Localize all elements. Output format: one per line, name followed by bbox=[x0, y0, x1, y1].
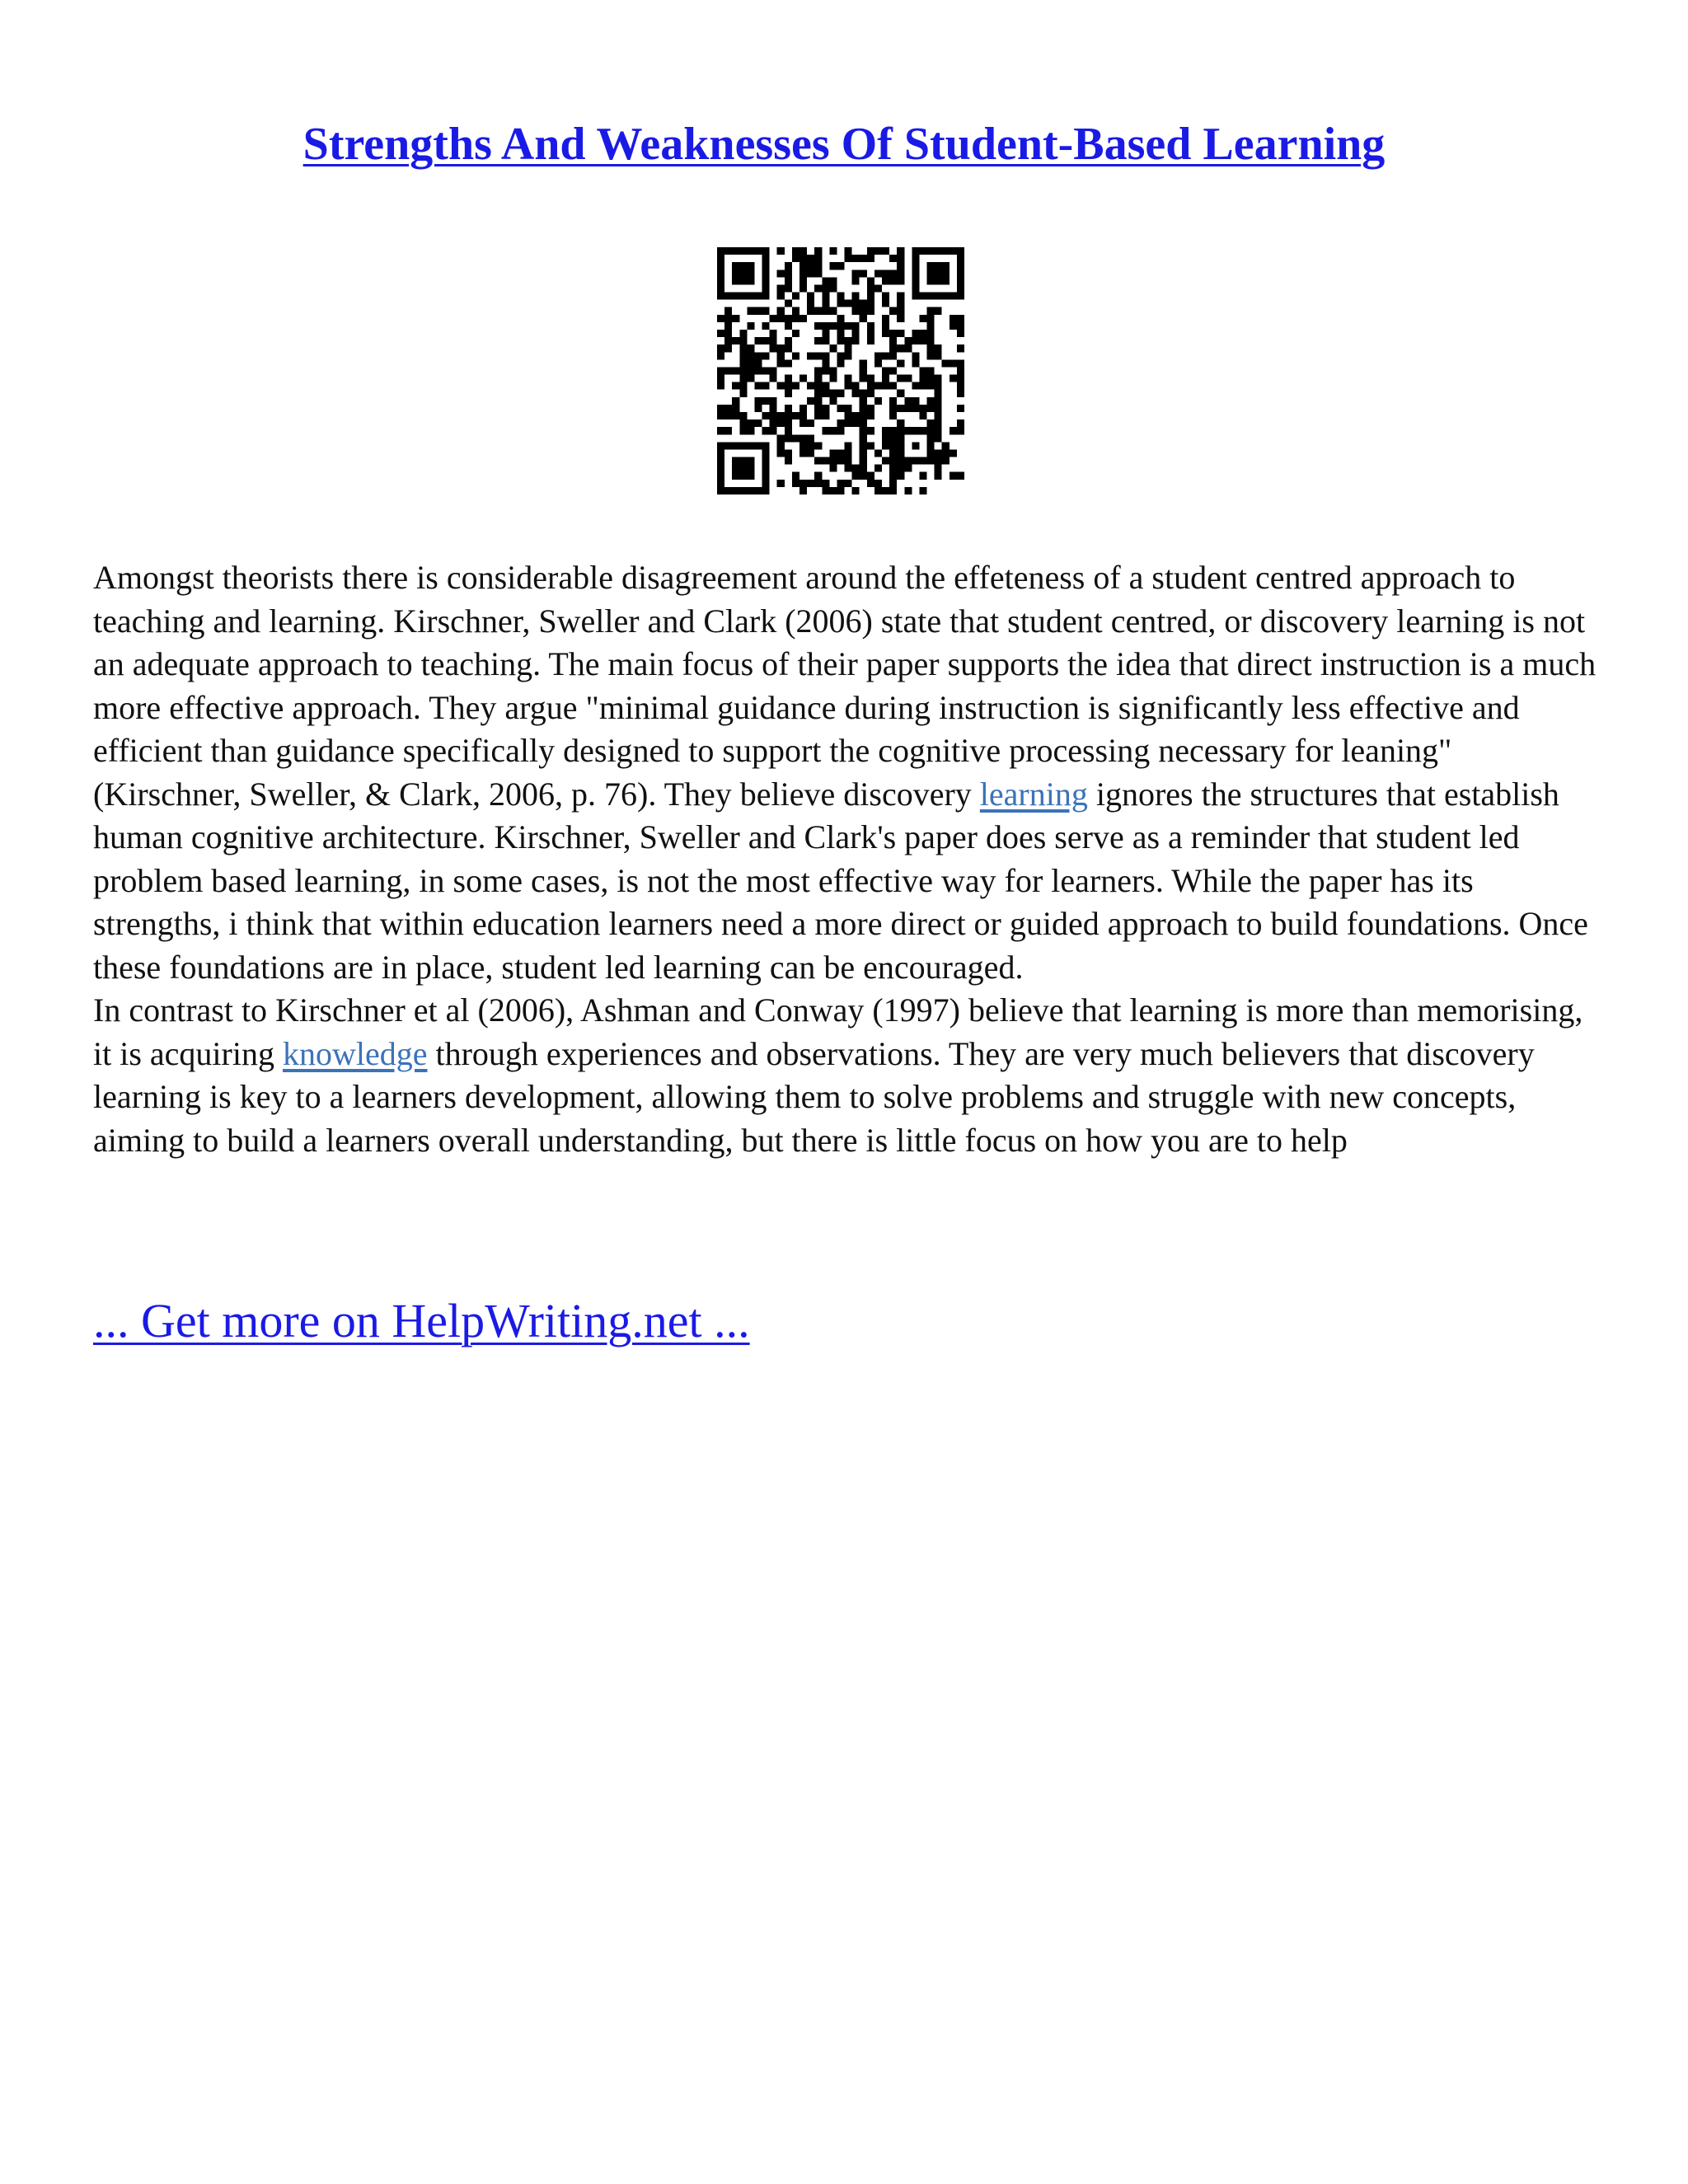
paragraph-1 bbox=[93, 556, 1601, 989]
get-more-link[interactable]: ... Get more on HelpWriting.net ... bbox=[93, 1294, 750, 1347]
paragraph-2-text-a: In contrast to Kirschner et al (2006), Ashman and Conway (1997) believe that learning is more than memorising, it is acquiring bbox=[93, 991, 1583, 1072]
paragraph-2-text-b: through experiences and observations. They are very much believers that discovery learning is key to a learners development, allowing them to solve problems and struggle with new concepts, aiming to build a learners overall understanding, but there is little focus on how you are to help bbox=[93, 1034, 1535, 1159]
knowledge-link[interactable]: knowledge bbox=[282, 1034, 428, 1072]
paragraph-2 bbox=[93, 989, 1601, 1162]
qr-code-icon bbox=[717, 247, 964, 494]
get-more-link-wrapper bbox=[93, 1292, 750, 1350]
paragraph-1-text-b: ignores the structures that establish human cognitive architecture. Kirschner, Sweller and Clark's paper does serve as a reminder that student led problem based learning, in some cases, is not the most effective way for learners. While the paper has its strengths, i think that within education learners need a more direct or guided approach to build foundations. Once these foundations are in place, student led learning can be encouraged. bbox=[93, 775, 1588, 986]
page-title bbox=[0, 115, 1688, 173]
article-body bbox=[93, 556, 1601, 1162]
title-link[interactable]: Strengths And Weaknesses Of Student-Based Learning bbox=[302, 119, 1386, 170]
learning-link[interactable]: learning bbox=[979, 775, 1088, 813]
paragraph-1-text-a: Amongst theorists there is considerable disagreement around the effeteness of a student centred approach to teaching and learning. Kirschner, Sweller and Clark (2006) state that student centred, or discovery learning is not an adequate approach to teaching. The main focus of their paper supports the idea that direct instruction is a much more effective approach. They argue "minimal guidance during instruction is significantly less effective and efficient than guidance specifically designed to support the cognitive processing necessary for leaning" (Kirschner, Sweller, & Clark, 2006, p. 76). They believe discovery bbox=[93, 559, 1597, 813]
